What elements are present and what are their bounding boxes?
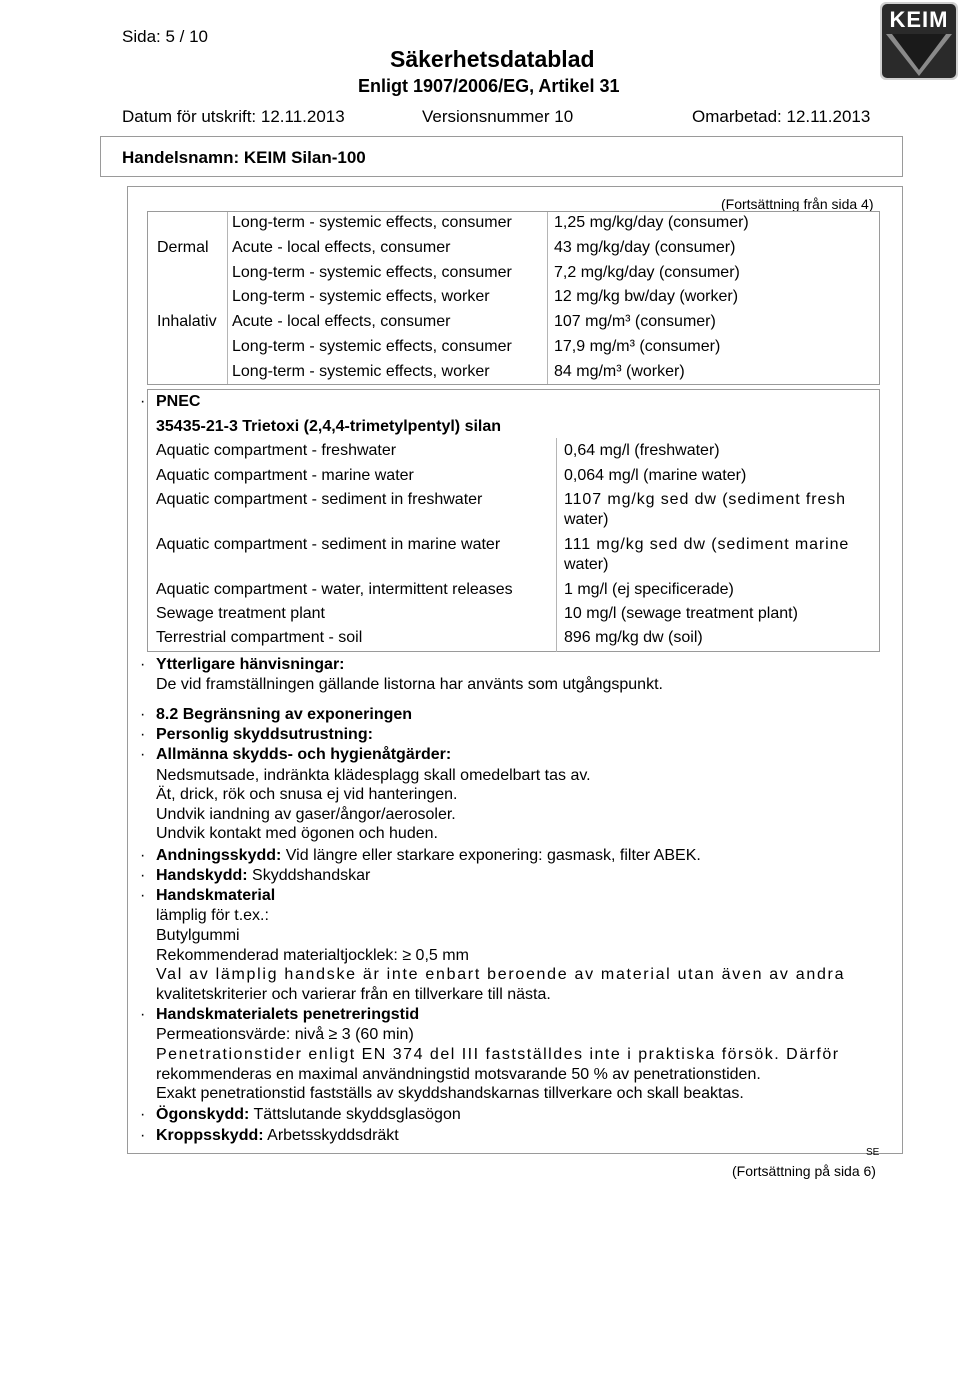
dnel-value: 7,2 mg/kg/day (consumer) [554, 263, 740, 281]
dnel-row [148, 362, 879, 386]
page-number: Sida: 5 / 10 [122, 27, 209, 46]
bullet: · [140, 1006, 146, 1023]
dnel-row [148, 263, 879, 287]
pnec-heading: PNEC [156, 393, 201, 410]
dnel-value: 1,25 mg/kg/day (consumer) [554, 214, 749, 231]
respiratory-label: Andningsskydd: [156, 847, 282, 864]
further-heading: Ytterligare hänvisningar: [156, 656, 345, 673]
dnel-effect: Acute - local effects, consumer [232, 313, 451, 331]
pnec-label: Terrestrial compartment - soil [156, 629, 363, 646]
pnec-label: Aquatic compartment - marine water [156, 467, 414, 484]
dnel-effect: Long-term - systemic effects, consumer [232, 214, 512, 231]
pnec-value: 111 mg/kg sed dw (sediment marine [564, 536, 850, 553]
bullet: · [140, 746, 146, 763]
dnel-route: Dermal [157, 238, 209, 256]
glove-material-line: lämplig för t.ex.: [156, 907, 269, 924]
language-code: SE [866, 1147, 880, 1158]
pnec-value: 1107 mg/kg sed dw (sediment fresh [564, 491, 846, 508]
hygiene-line: Nedsmutsade, indränkta klädesplagg skall omedelbart tas av. [156, 767, 591, 784]
ppe-heading: Personlig skyddsutrustning: [156, 726, 373, 743]
continued-to: (Fortsättning på sida 6) [732, 1163, 876, 1179]
dnel-value: 84 mg/m³ (worker) [554, 362, 685, 380]
dnel-row [148, 213, 879, 237]
penetration-line: Permeationsvärde: nivå ≥ 3 (60 min) [156, 1026, 414, 1043]
hygiene-line: Ät, drick, rök och snusa ej vid hanteringen. [156, 786, 458, 803]
glove-material-para: Val av lämplig handske är inte enbart beroende av material utan även av andra [156, 966, 846, 983]
body-label: Kroppsskydd: [156, 1127, 264, 1144]
pnec-label: Aquatic compartment - sediment in marine water [156, 536, 501, 553]
keim-logo [878, 0, 960, 84]
document-title: Säkerhetsdatablad [390, 46, 595, 72]
bullet: · [140, 726, 146, 743]
glove-material-para: kvalitetskriterier och varierar från en tillverkare till nästa. [156, 986, 551, 1003]
eye-text: Tättslutande skyddsglasögon [249, 1106, 461, 1123]
penetration-para: Exakt penetrationstid fastställs av skyddshandskarnas tillverkare och skall beaktas. [156, 1085, 744, 1102]
continued-from: (Fortsättning från sida 4) [721, 196, 874, 212]
glove-material-line: Rekommenderad materialtjocklek: ≥ 0,5 mm [156, 947, 469, 964]
dnel-row [148, 287, 879, 311]
hygiene-line: Undvik kontakt med ögonen och huden. [156, 825, 438, 842]
dnel-effect: Long-term - systemic effects, worker [232, 288, 490, 306]
bullet: · [140, 656, 146, 673]
trade-name-box [100, 136, 903, 177]
hygiene-line: Undvik iandning av gaser/ångor/aerosoler. [156, 806, 456, 823]
dnel-effect: Long-term - systemic effects, worker [232, 362, 490, 380]
dnel-value: 107 mg/m³ (consumer) [554, 313, 716, 331]
bullet: · [140, 887, 146, 904]
document-subtitle: Enligt 1907/2006/EG, Artikel 31 [358, 76, 620, 96]
dnel-effect: Long-term - systemic effects, consumer [232, 338, 512, 355]
print-date: Datum för utskrift: 12.11.2013 [122, 107, 345, 126]
dnel-row [148, 337, 879, 361]
respiratory-protection [156, 846, 701, 865]
dnel-value: 12 mg/kg bw/day (worker) [554, 288, 739, 306]
bullet: · [140, 706, 146, 723]
pnec-value: 0,64 mg/l (freshwater) [564, 442, 720, 459]
hand-label: Handskydd: [156, 867, 248, 884]
respiratory-text: Vid längre eller starkare exponering: gasmask, filter ABEK. [281, 847, 701, 864]
penetration-heading: Handskmaterialets penetreringstid [156, 1006, 420, 1023]
section-8-2-heading: 8.2 Begränsning av exponeringen [156, 706, 413, 723]
pnec-value: 0,064 mg/l (marine water) [564, 467, 747, 484]
body-protection [156, 1126, 399, 1145]
pnec-substance: 35435-21-3 Trietoxi (2,4,4-trimetylpentyl) silan [156, 418, 502, 435]
revised-date: Omarbetad: 12.11.2013 [692, 107, 871, 126]
bullet: · [140, 867, 146, 884]
dnel-row [148, 238, 879, 262]
bullet: · [140, 1106, 146, 1123]
dnel-row [148, 312, 879, 336]
glove-material-heading: Handskmaterial [156, 887, 276, 904]
pnec-label: Sewage treatment plant [156, 605, 325, 622]
pnec-label: Aquatic compartment - water, intermittent releases [156, 581, 513, 598]
pnec-value-continued: water) [564, 511, 609, 528]
bullet: · [140, 393, 146, 410]
pnec-value: 10 mg/l (sewage treatment plant) [564, 605, 798, 622]
eye-label: Ögonskydd: [156, 1106, 250, 1123]
dnel-value: 17,9 mg/m³ (consumer) [554, 338, 721, 355]
bullet: · [140, 1127, 146, 1144]
dnel-effect: Long-term - systemic effects, consumer [232, 263, 512, 281]
glove-material-line: Butylgummi [156, 927, 240, 944]
trade-name: Handelsnamn: KEIM Silan-100 [122, 148, 366, 167]
pnec-value-continued: water) [564, 556, 609, 573]
dnel-table [147, 211, 880, 385]
penetration-para: rekommenderas en maximal användningstid motsvarande 50 % av penetrationstiden. [156, 1066, 761, 1083]
body-text: Arbetsskyddsdräkt [263, 1127, 399, 1144]
pnec-label: Aquatic compartment - sediment in freshwater [156, 491, 483, 508]
dnel-effect: Acute - local effects, consumer [232, 238, 451, 256]
eye-protection [156, 1105, 461, 1124]
pnec-value: 896 mg/kg dw (soil) [564, 629, 703, 646]
penetration-para: Penetrationstider enligt EN 374 del III fastställdes inte i praktiska försök. Därför [156, 1046, 840, 1063]
hand-text: Skyddshandskar [247, 867, 371, 884]
pnec-value: 1 mg/l (ej specificerade) [564, 581, 734, 598]
hand-protection [156, 866, 370, 885]
hygiene-heading: Allmänna skydds- och hygienåtgärder: [156, 746, 452, 763]
dnel-route: Inhalativ [157, 313, 217, 331]
bullet: · [140, 847, 146, 864]
further-text: De vid framställningen gällande listorna har använts som utgångspunkt. [156, 676, 663, 693]
dnel-value: 43 mg/kg/day (consumer) [554, 238, 736, 256]
version-number: Versionsnummer 10 [422, 107, 574, 126]
svg-text:KEIM: KEIM [889, 7, 949, 32]
pnec-label: Aquatic compartment - freshwater [156, 442, 397, 459]
